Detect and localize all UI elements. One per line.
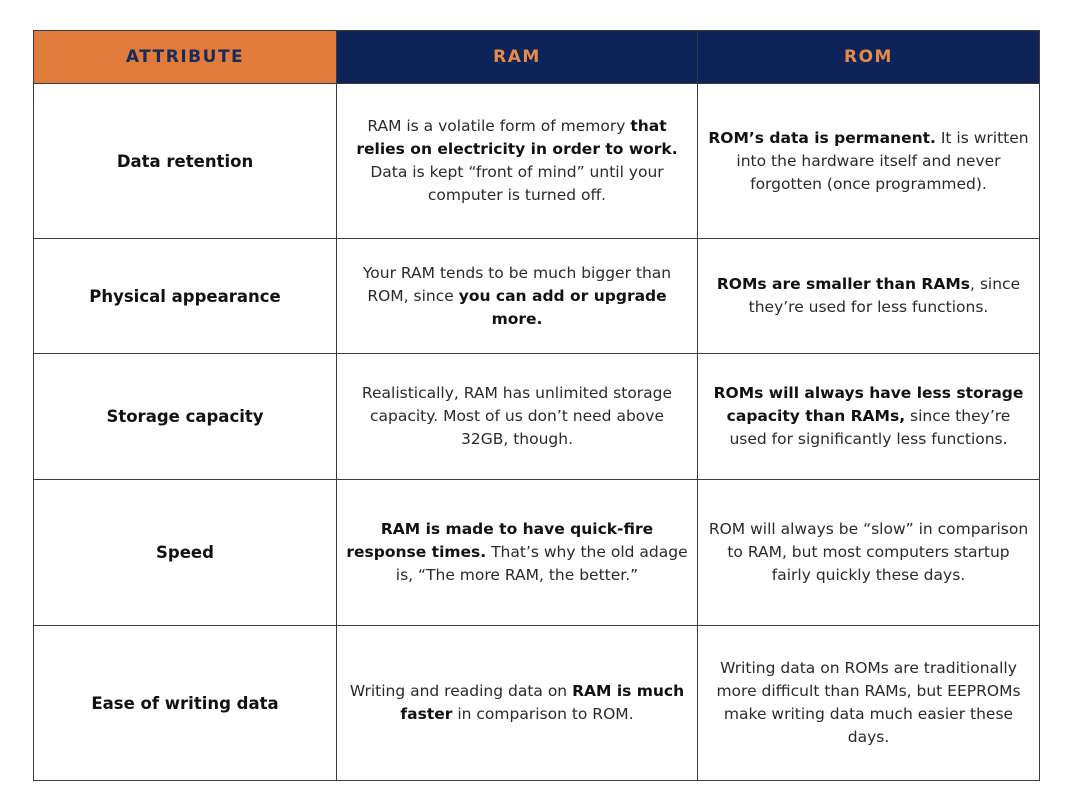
- rom-cell: [698, 626, 1040, 781]
- ram-rom-comparison-table: [33, 30, 1040, 781]
- table-row: [34, 84, 1040, 239]
- header-attribute: ATTRIBUTE: [34, 31, 337, 84]
- cell-text: Writing and reading data on: [349, 682, 573, 700]
- ram-cell: [337, 239, 698, 354]
- cell-text-bold: ROM’s data is permanent.: [708, 128, 936, 147]
- cell-text: It is written into the hardware itself and never forgotten (once programmed).: [736, 128, 1029, 193]
- rom-cell: [698, 239, 1040, 354]
- cell-text: , since they’re used for less functions.: [748, 275, 1021, 316]
- header-rom: ROM: [698, 31, 1040, 84]
- cell-text-bold: RAM is made to have quick-fire response times.: [346, 520, 654, 561]
- header-ram: RAM: [337, 31, 698, 84]
- cell-text: Realistically, RAM has unlimited storage capacity. Most of us don’t need above 32GB, though.: [361, 384, 673, 448]
- cell-text-bold: RAM is much faster: [400, 682, 685, 723]
- cell-text-bold: you can add or upgrade more.: [458, 286, 667, 328]
- ram-cell: [337, 480, 698, 626]
- attribute-cell: Data retention: [34, 84, 337, 239]
- attribute-cell: Storage capacity: [34, 354, 337, 480]
- cell-text: Writing data on ROMs are traditionally more difficult than RAMs, but EEPROMs make writing data much easier these days.: [716, 659, 1021, 746]
- attribute-cell: Speed: [34, 480, 337, 626]
- cell-text: since they’re used for significantly less functions.: [729, 407, 1011, 448]
- cell-text-bold: that relies on electricity in order to work.: [356, 117, 678, 158]
- rom-cell: [698, 480, 1040, 626]
- cell-text-bold: ROMs will always have less storage capacity than RAMs,: [713, 384, 1024, 425]
- cell-text: in comparison to ROM.: [452, 705, 634, 723]
- attribute-cell: Ease of writing data: [34, 626, 337, 781]
- rom-cell: [698, 84, 1040, 239]
- table-row: [34, 626, 1040, 781]
- table-row: [34, 354, 1040, 480]
- ram-cell: [337, 84, 698, 239]
- attribute-cell: Physical appearance: [34, 239, 337, 354]
- cell-text: RAM is a volatile form of memory: [367, 117, 631, 135]
- cell-text: Data is kept “front of mind” until your computer is turned off.: [370, 163, 664, 204]
- table-row: [34, 480, 1040, 626]
- header-row: [34, 31, 1040, 84]
- cell-text: ROM will always be “slow” in comparison to RAM, but most computers startup fairly quickly these days.: [708, 520, 1029, 584]
- cell-text: Your RAM tends to be much bigger than ROM, since: [362, 263, 672, 305]
- ram-cell: [337, 354, 698, 480]
- rom-cell: [698, 354, 1040, 480]
- ram-cell: [337, 626, 698, 781]
- cell-text: That’s why the old adage is, “The more RAM, the better.”: [395, 543, 688, 584]
- table-row: [34, 239, 1040, 354]
- cell-text-bold: ROMs are smaller than RAMs: [716, 275, 970, 293]
